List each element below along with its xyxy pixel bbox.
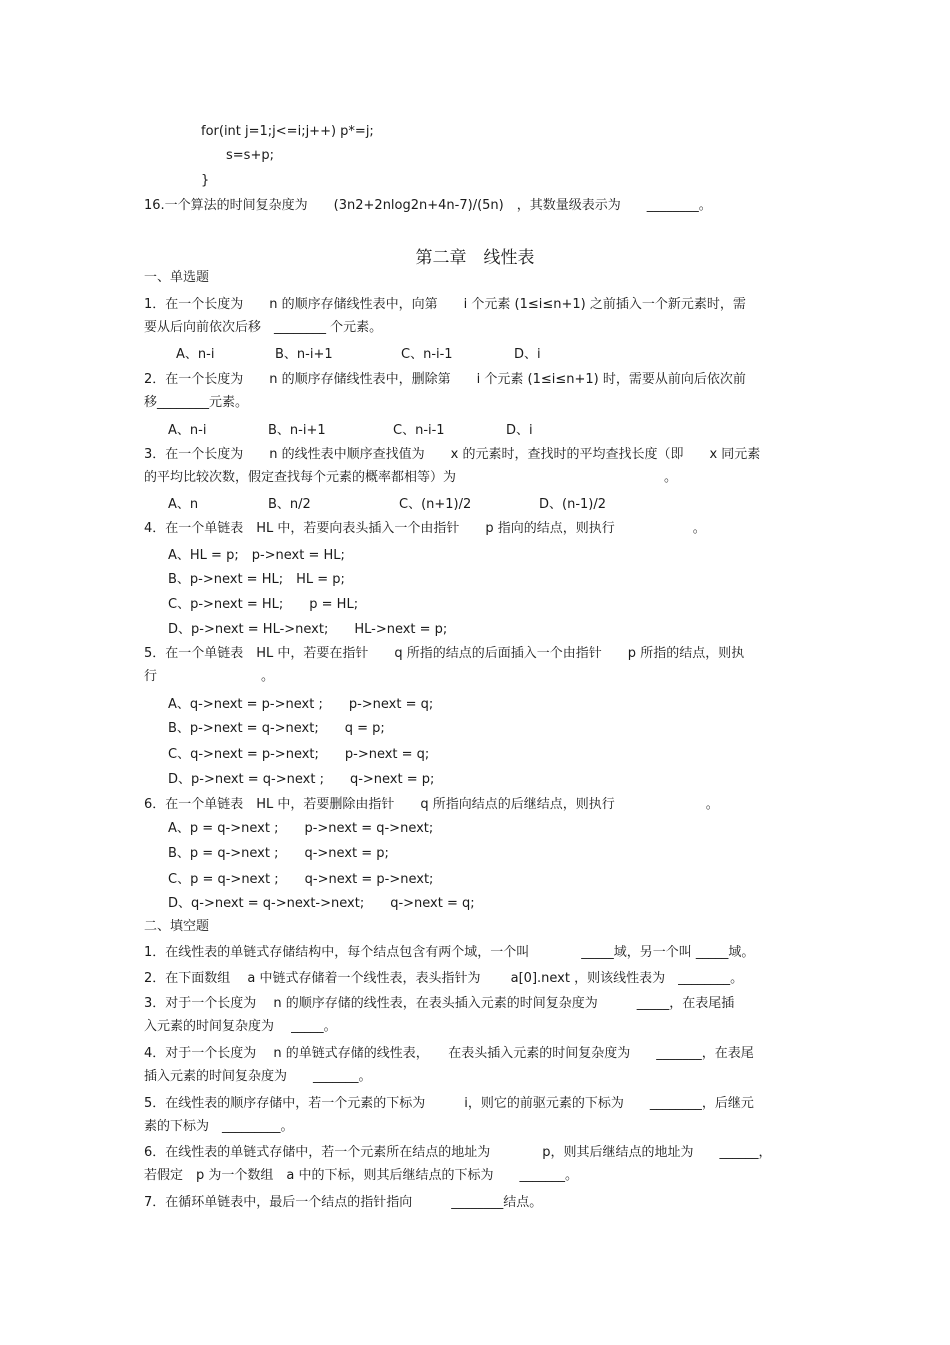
fill-5-line-2: 素的下标为 _________。	[144, 1119, 294, 1134]
mc-5-option-a: A、q->next = p->next ; p->next = q;	[168, 697, 434, 712]
fill-6-line-2: 若假定 p 为一个数组 a 中的下标，则其后继结点的下标为 _______。	[144, 1168, 578, 1183]
mc-4-option-b: B、p->next = HL; HL = p;	[168, 572, 345, 587]
mc-4-option-a: A、HL = p; p->next = HL;	[168, 548, 345, 563]
mc-3-line-2: 的平均比较次数，假定查找每个元素的概率都相等）为 。	[144, 470, 678, 485]
fill-5-line-1: 5．在线性表的顺序存储中，若一个元素的下标为 i，则它的前驱元素的下标为 ________，后继元	[144, 1096, 754, 1111]
mc-5-option-b: B、p->next = q->next; q = p;	[168, 721, 385, 736]
mc-1-line-1: 1．在一个长度为 n 的顺序存储线性表中，向第 i 个元素 (1≤i≤n+1) 之前插入一个新元素时，需	[144, 297, 746, 312]
code-line-assign: s=s+p;	[226, 148, 274, 163]
code-line-brace: }	[201, 173, 210, 188]
mc-5-option-c: C、q->next = p->next; p->next = q;	[168, 747, 430, 762]
mc-6-option-b: B、p = q->next ; q->next = p;	[168, 846, 389, 861]
mc-4-option-c: C、p->next = HL; p = HL;	[168, 597, 359, 612]
fill-6-line-1: 6．在线性表的单链式存储中，若一个元素所在结点的地址为 p，则其后继结点的地址为 ______，	[144, 1145, 772, 1160]
mc-1-line-2: 要从后向前依次后移 ________ 个元素。	[144, 320, 383, 335]
mc-3-option-b: B、n/2	[268, 497, 311, 512]
mc-5-line-2: 行 。	[144, 669, 275, 684]
mc-3-option-a: A、n	[168, 497, 199, 512]
mc-2-line-1: 2．在一个长度为 n 的顺序存储线性表中，删除第 i 个元素 (1≤i≤n+1) 时，需要从前向后依次前	[144, 372, 746, 387]
fill-4-line-1: 4．对于一个长度为 n 的单链式存储的线性表， 在表头插入元素的时间复杂度为 _______，在表尾	[144, 1046, 754, 1061]
mc-3-option-c: C、(n+1)/2	[399, 497, 472, 512]
mc-4-stem: 4．在一个单链表 HL 中，若要向表头插入一个由指针 p 指向的结点，则执行 。	[144, 521, 706, 536]
mc-2-option-c: C、n-i-1	[393, 423, 445, 438]
code-line-for: for(int j=1;j<=i;j++) p*=j;	[201, 124, 374, 139]
fill-1: 1．在线性表的单链式存储结构中，每个结点包含有两个域，一个叫 _____域，另一个叫 _____域。	[144, 945, 755, 960]
mc-2-option-d: D、i	[506, 423, 533, 438]
chapter-title: 第二章 线性表	[415, 248, 535, 268]
fill-4-line-2: 插入元素的时间复杂度为 _______。	[144, 1069, 372, 1084]
mc-6-option-c: C、p = q->next ; q->next = p->next;	[168, 872, 434, 887]
mc-2-line-2: 移________元素。	[144, 395, 249, 410]
fill-2: 2．在下面数组 a 中链式存储着一个线性表，表头指针为 a[0].next ，则该线性表为 ________。	[144, 971, 744, 986]
mc-1-option-d: D、i	[514, 347, 541, 362]
fill-7: 7．在循环单链表中，最后一个结点的指针指向 ________结点。	[144, 1195, 543, 1210]
mc-6-option-a: A、p = q->next ; p->next = q->next;	[168, 821, 434, 836]
mc-1-option-c: C、n-i-1	[401, 347, 453, 362]
mc-5-option-d: D、p->next = q->next ; q->next = p;	[168, 772, 435, 787]
mc-3-line-1: 3．在一个长度为 n 的线性表中顺序查找值为 x 的元素时，查找时的平均查找长度（即 x 同元素	[144, 447, 761, 462]
fill-3-line-1: 3．对于一个长度为 n 的顺序存储的线性表，在表头插入元素的时间复杂度为 _____，在表尾插	[144, 996, 735, 1011]
fill-3-line-2: 入元素的时间复杂度为 _____。	[144, 1019, 337, 1034]
mc-5-line-1: 5．在一个单链表 HL 中，若要在指针 q 所指的结点的后面插入一个由指针 p 所指的结点，则执	[144, 646, 745, 661]
section-fill-in: 二、填空题	[144, 919, 210, 934]
mc-6-option-d: D、q->next = q->next->next; q->next = q;	[168, 896, 475, 911]
mc-2-option-a: A、n-i	[168, 423, 207, 438]
mc-6-stem: 6．在一个单链表 HL 中，若要删除由指针 q 所指向结点的后继结点，则执行 。	[144, 797, 719, 812]
mc-3-option-d: D、(n-1)/2	[539, 497, 607, 512]
mc-4-option-d: D、p->next = HL->next; HL->next = p;	[168, 622, 448, 637]
mc-1-option-b: B、n-i+1	[275, 347, 333, 362]
question-16: 16.一个算法的时间复杂度为 (3n2+2nlog2n+4n-7)/(5n) ，其数量级表示为 ________。	[144, 198, 712, 213]
section-single-choice: 一、单选题	[144, 270, 210, 285]
mc-1-option-a: A、n-i	[176, 347, 215, 362]
mc-2-option-b: B、n-i+1	[268, 423, 326, 438]
